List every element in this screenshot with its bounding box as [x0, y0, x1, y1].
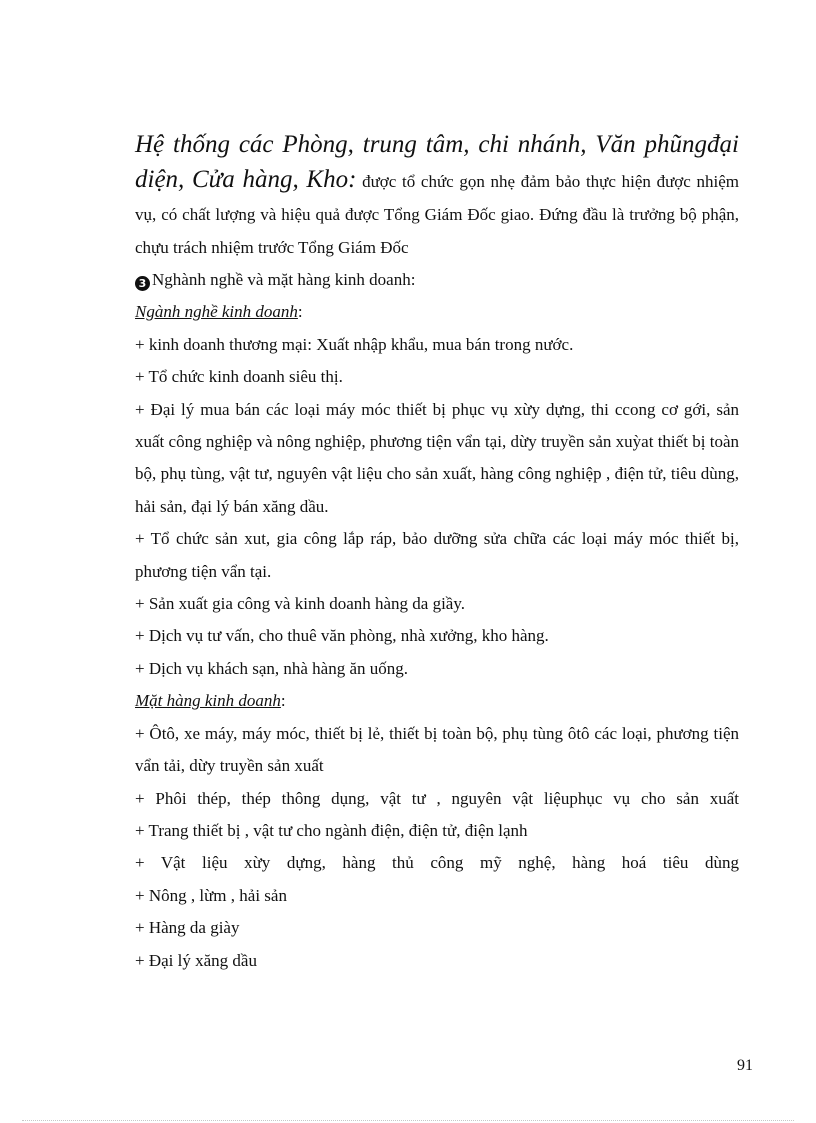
list-item: + Đại lý xăng dầu: [135, 950, 257, 970]
business-lines-heading: Ngành nghề kinh doanh:: [135, 302, 303, 322]
business-lines-heading-text: Ngành nghề kinh doanh: [135, 302, 298, 322]
intro-heading: Hệ thống các Phòng, trung tâm, chi nhánh, Văn phũngđại diện, Cửa hàng, Kho:: [135, 131, 739, 193]
list-item: + Vật liệu xừy dựng, hàng thủ công mỹ nghệ, hàng hoá tiêu dùng: [135, 853, 739, 873]
section-3-title: [135, 264, 739, 296]
list-item: + Hàng da giày: [135, 918, 240, 938]
intro-paragraph: [135, 128, 739, 264]
list-item: + Ôtô, xe máy, máy móc, thiết bị lẻ, thiết bị toàn bộ, phụ tùng ôtô các loại, phương tiện vẩn tải, dừy truyền sản xuất: [135, 723, 739, 776]
numbered-bullet-icon: 3: [135, 276, 150, 291]
list-item: + Dịch vụ khách sạn, nhà hàng ăn uống.: [135, 658, 409, 678]
list-item: + Dịch vụ tư vấn, cho thuê văn phòng, nhà xưởng, kho hàng.: [135, 626, 549, 646]
list-item: + kinh doanh thương mại: Xuất nhập khẩu, mua bán trong nước.: [135, 334, 574, 354]
list-item: + Sản xuất gia công và kinh doanh hàng da giầy.: [135, 594, 465, 614]
list-item: + Phôi thép, thép thông dụng, vật tư , nguyên vật liệuphục vụ cho sản xuất: [135, 788, 739, 808]
intro-text: được tổ chức gọn nhẹ đảm bảo thực hiện được nhiệm vụ, có chất lượng và hiệu quả được Tổng Giám Đốc giao. Đứng đầu là trưởng bộ phận, chựu trách nhiệm trước Tổng Giám Đốc: [135, 172, 739, 257]
section-3-title-text: Nghành nghề và mặt hàng kinh doanh:: [152, 270, 416, 289]
page-content: [135, 128, 739, 977]
list-item: + Đại lý mua bán các loại máy móc thiết bị phục vụ xừy dựng, thi ccong cơ gới, sản xuất công nghiệp và nông nghiệp, phương tiện vẩn tại, dừy truyền sản xuỳat thiết bị toàn bộ, phụ tùng, vật tư, nguyên vật liệu cho sản xuất, hàng công nghiệp , điện tử, tiêu dùng, hải sản, đại lý bán xăng dầu.: [135, 399, 739, 516]
list-item: + Tổ chức sản xut, gia công lắp ráp, bảo dưỡng sửa chữa các loại máy móc thiết bị, phương tiện vẩn tại.: [135, 529, 739, 581]
list-item: + Nông , lừm , hải sản: [135, 885, 287, 905]
products-heading: Mặt hàng kinh doanh:: [135, 691, 286, 711]
list-item: + Trang thiết bị , vật tư cho ngành điện, điện tử, điện lạnh: [135, 820, 528, 840]
list-item: + Tổ chức kinh doanh siêu thị.: [135, 367, 343, 387]
page-number: 91: [737, 1057, 753, 1074]
products-heading-text: Mặt hàng kinh doanh: [135, 691, 281, 711]
footer-divider: [22, 1120, 794, 1121]
